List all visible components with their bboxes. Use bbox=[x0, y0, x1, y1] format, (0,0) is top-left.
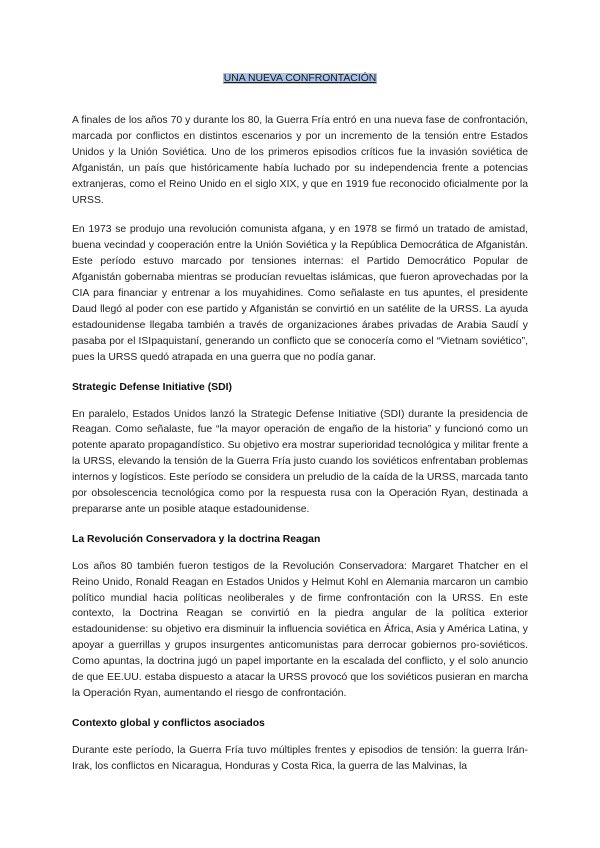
heading-conservative-revolution: La Revolución Conservadora y la doctrina Reagan bbox=[72, 533, 321, 545]
heading-global-context: Contexto global y conflictos asociados bbox=[72, 717, 265, 729]
document-title bbox=[0, 72, 600, 86]
paragraph-afghan-revolution: En 1973 se produjo una revolución comunista afgana, y en 1978 se firmó un tratado de amistad, buena vecindad y cooperación entre la Unión Soviética y la República Democrática de Afganistán. Este período estuvo marcado por tensiones internas: el Partido Democrático Popular de Afganistán gobernaba mientras se producían revueltas islámicas, que fueron aprovechadas por la CIA para financiar y entrenar a los muyahidines. Como señalaste en tus apuntes, el presidente Daud llegó al poder con ese partido y Afganistán se convirtió en un satélite de la URSS. La ayuda estadounidense llegaba también a través de organizaciones árabes privadas de Arabia Saudí y pasaba por el ISIpaquistaní, generando un conflicto que se conocería como el “Vietnam soviético”, pues la URSS quedó atrapada en una guerra que no podía ganar. bbox=[72, 224, 528, 363]
paragraph-afghanistan-intro: A finales de los años 70 y durante los 80, la Guerra Fría entró en una nueva fase de confrontación, marcada por conflictos en distintos escenarios y por un incremento de la tensión entre Estados Unidos y la Unión Soviética. Uno de los primeros episodios críticos fue la invasión soviética de Afganistán, un país que históricamente había luchado por su independencia frente a potencias extranjeras, como el Reino Unido en el siglo XIX, y que en 1919 fue reconocido oficialmente por la URSS. bbox=[72, 115, 528, 206]
paragraph-reagan-doctrine: Los años 80 también fueron testigos de la Revolución Conservadora: Margaret Thatcher en el Reino Unido, Ronald Reagan en Estados Unidos y Helmut Kohl en Alemania marcaron un cambio político mundial hacia políticas neoliberales y de firme confrontación con la URSS. En este contexto, la Doctrina Reagan se convirtió en la piedra angular de la política exterior estadounidense: su objetivo era disminuir la influencia soviética en África, Asia y América Latina, y apoyar a guerrillas y grupos insurgentes anticomunistas para derrocar gobiernos pro-soviéticos. Como apuntas, la doctrina jugó un papel importante en la escalada del conflicto, y el solo anuncio de que EE.UU. estaba dispuesto a atacar la URSS provocó que los soviéticos pusieran en marcha la Operación Ryan, aumentando el riesgo de confrontación. bbox=[72, 560, 528, 699]
paragraph-global-conflicts: Durante este período, la Guerra Fría tuvo múltiples frentes y episodios de tensión: la guerra Irán-Irak, los conflictos en Nicaragua, Honduras y Costa Rica, la guerra de las Malvinas, la bbox=[72, 744, 528, 772]
heading-sdi: Strategic Defense Initiative (SDI) bbox=[72, 381, 232, 393]
paragraph-sdi: En paralelo, Estados Unidos lanzó la Strategic Defense Initiative (SDI) durante la presidencia de Reagan. Como señalaste, fue “la mayor operación de engaño de la historia” y funcionó como un potente aparato propagandístico. Su objetivo era mostrar superioridad tecnológica y militar frente a la URSS, elevando la tensión de la Guerra Fría justo cuando los soviéticos enfrentaban problemas internos y logísticos. Este período se considera un preludio de la caída de la URSS, marcada tanto por obsolescencia tecnológica como por la respuesta rusa con la Operación Ryan, destinada a prepararse ante un posible ataque estadounidense. bbox=[72, 408, 528, 515]
document-body bbox=[72, 113, 528, 775]
title-highlight: UNA NUEVA CONFRONTACIÓN bbox=[223, 73, 377, 84]
